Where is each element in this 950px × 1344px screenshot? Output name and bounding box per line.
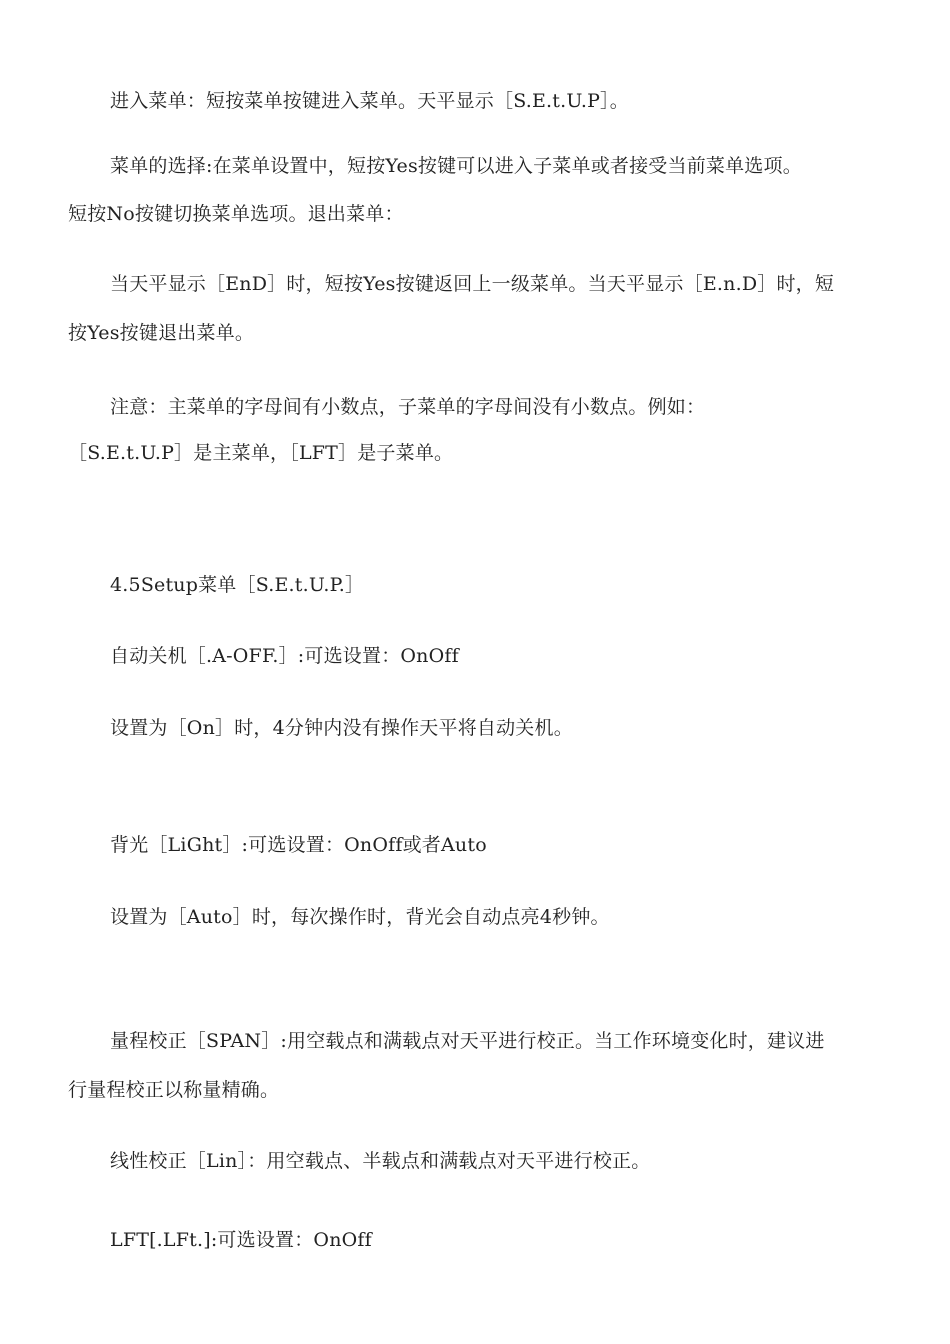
paragraph-exit-menu: 当天平显示［EnD］时，短按Yes按键返回上一级菜单。当天平显示［E.n.D］时，短 [110,273,835,295]
paragraph-exit-menu-cont: 按Yes按键退出菜单。 [68,322,255,344]
item-lft: LFT[.LFt.]:可选设置：OnOff [110,1229,372,1251]
item-span-calibration-cont: 行量程校正以称量精确。 [68,1079,280,1101]
paragraph-enter-menu: 进入菜单：短按菜单按键进入菜单。天平显示［S.E.t.U.P］。 [110,90,629,112]
paragraph-note-cont: ［S.E.t.U.P］是主菜单，［LFT］是子菜单。 [68,442,454,464]
item-backlight-desc: 设置为［Auto］时，每次操作时，背光会自动点亮4秒钟。 [110,906,610,928]
paragraph-menu-selection-cont: 短按No按键切换菜单选项。退出菜单： [68,203,404,225]
item-span-calibration: 量程校正［SPAN］:用空载点和满载点对天平进行校正。当工作环境变化时，建议进 [110,1030,825,1052]
item-linear-calibration: 线性校正［Lin］：用空载点、半载点和满载点对天平进行校正。 [110,1150,651,1172]
section-heading-setup: 4.5Setup菜单［S.E.t.U.P.］ [110,574,365,596]
paragraph-menu-selection: 菜单的选择:在菜单设置中，短按Yes按键可以进入子菜单或者接受当前菜单选项。 [110,155,802,177]
item-auto-off-desc: 设置为［On］时，4分钟内没有操作天平将自动关机。 [110,717,573,739]
item-auto-off: 自动关机［.A-OFF.］:可选设置：OnOff [110,645,459,667]
paragraph-note: 注意：主菜单的字母间有小数点，子菜单的字母间没有小数点。例如： [110,396,706,418]
item-backlight: 背光［LiGht］:可选设置：OnOff或者Auto [110,834,487,856]
